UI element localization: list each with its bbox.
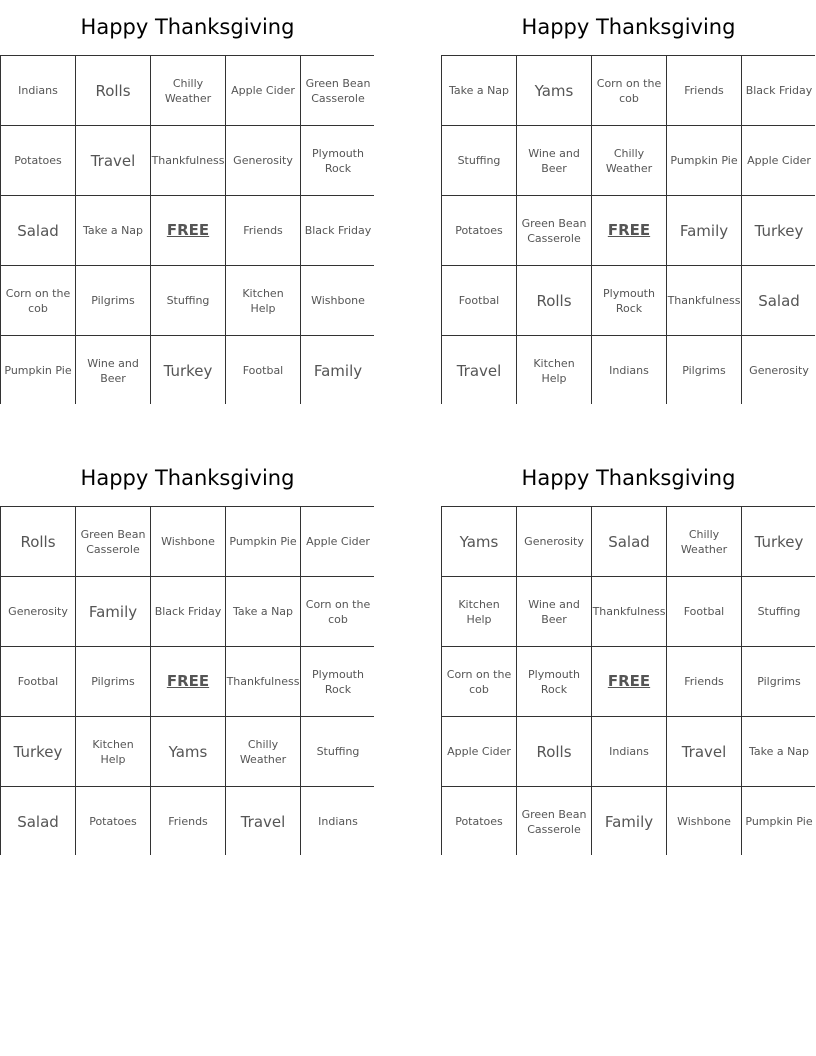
bingo-cell: Stuffing: [151, 266, 225, 335]
bingo-cell: Generosity: [517, 507, 591, 576]
card-title: Happy Thanksgiving: [521, 466, 736, 490]
bingo-cell: Take a Nap: [742, 717, 816, 786]
bingo-cell: Rolls: [517, 266, 591, 335]
bingo-cell: Pilgrims: [76, 647, 150, 716]
bingo-cell: Green Bean Casserole: [301, 56, 375, 125]
bingo-cell: Apple Cider: [742, 126, 816, 195]
bingo-cell: Pilgrims: [742, 647, 816, 716]
bingo-cell: Take a Nap: [442, 56, 516, 125]
free-space-cell: FREE: [151, 196, 225, 265]
bingo-cell: Friends: [226, 196, 300, 265]
bingo-cell: Turkey: [742, 507, 816, 576]
bingo-cell: Indians: [1, 56, 75, 125]
bingo-cell: Green Bean Casserole: [517, 787, 591, 856]
bingo-cell: Indians: [592, 717, 666, 786]
bingo-cell: Indians: [301, 787, 375, 856]
bingo-cell: Family: [301, 336, 375, 405]
bingo-cell: Corn on the cob: [442, 647, 516, 716]
free-space-cell: FREE: [592, 647, 666, 716]
bingo-cell: Rolls: [517, 717, 591, 786]
bingo-card-1: [0, 0, 375, 385]
bingo-cell: Green Bean Casserole: [76, 507, 150, 576]
bingo-cell: Kitchen Help: [226, 266, 300, 335]
bingo-cell: Corn on the cob: [592, 56, 666, 125]
free-space-cell: FREE: [592, 196, 666, 265]
bingo-cell: Wishbone: [301, 266, 375, 335]
bingo-cell: Wishbone: [667, 787, 741, 856]
bingo-cell: Footbal: [226, 336, 300, 405]
bingo-cell: Generosity: [1, 577, 75, 646]
bingo-cell: Generosity: [226, 126, 300, 195]
bingo-cell: Kitchen Help: [76, 717, 150, 786]
bingo-cell: Travel: [76, 126, 150, 195]
bingo-cell: Thankfulness: [592, 577, 666, 646]
bingo-cell: Generosity: [742, 336, 816, 405]
bingo-cell: Plymouth Rock: [517, 647, 591, 716]
bingo-cell: Pumpkin Pie: [226, 507, 300, 576]
bingo-cell: Footbal: [667, 577, 741, 646]
bingo-cell: Travel: [226, 787, 300, 856]
bingo-card-4: [441, 451, 816, 836]
bingo-cell: Pilgrims: [76, 266, 150, 335]
bingo-cell: Family: [592, 787, 666, 856]
bingo-cell: Turkey: [1, 717, 75, 786]
bingo-cell: Indians: [592, 336, 666, 405]
bingo-cell: Pumpkin Pie: [667, 126, 741, 195]
bingo-cell: Salad: [1, 196, 75, 265]
bingo-cell: Rolls: [1, 507, 75, 576]
card-title: Happy Thanksgiving: [80, 15, 295, 39]
bingo-cell: Wishbone: [151, 507, 225, 576]
bingo-cell: Corn on the cob: [1, 266, 75, 335]
bingo-cell: Plymouth Rock: [301, 126, 375, 195]
bingo-cell: Footbal: [442, 266, 516, 335]
bingo-cell: Family: [76, 577, 150, 646]
bingo-cell: Take a Nap: [76, 196, 150, 265]
bingo-cell: Travel: [442, 336, 516, 405]
bingo-card-2: [441, 0, 816, 385]
bingo-cell: Stuffing: [742, 577, 816, 646]
bingo-cell: Pumpkin Pie: [1, 336, 75, 405]
bingo-cell: Chilly Weather: [667, 507, 741, 576]
bingo-cell: Potatoes: [442, 196, 516, 265]
free-space-cell: FREE: [151, 647, 225, 716]
bingo-cell: Thankfulness: [667, 266, 741, 335]
bingo-cell: Chilly Weather: [592, 126, 666, 195]
bingo-cell: Yams: [151, 717, 225, 786]
bingo-cell: Yams: [517, 56, 591, 125]
bingo-cell: Chilly Weather: [226, 717, 300, 786]
card-title: Happy Thanksgiving: [80, 466, 295, 490]
bingo-cell: Apple Cider: [301, 507, 375, 576]
bingo-cell: Travel: [667, 717, 741, 786]
bingo-grid: [0, 55, 374, 404]
bingo-cell: Thankfulness: [226, 647, 300, 716]
bingo-cell: Stuffing: [301, 717, 375, 786]
bingo-cell: Turkey: [742, 196, 816, 265]
bingo-cell: Friends: [667, 647, 741, 716]
bingo-grid: [0, 506, 374, 855]
bingo-cell: Kitchen Help: [517, 336, 591, 405]
bingo-cell: Black Friday: [301, 196, 375, 265]
bingo-cell: Plymouth Rock: [592, 266, 666, 335]
bingo-cell: Apple Cider: [226, 56, 300, 125]
bingo-cell: Wine and Beer: [517, 126, 591, 195]
bingo-cell: Yams: [442, 507, 516, 576]
bingo-card-3: [0, 451, 375, 831]
bingo-grid: [441, 506, 815, 855]
bingo-cell: Friends: [151, 787, 225, 856]
bingo-cell: Salad: [742, 266, 816, 335]
bingo-cell: Pumpkin Pie: [742, 787, 816, 856]
bingo-grid: [441, 55, 815, 404]
bingo-cell: Kitchen Help: [442, 577, 516, 646]
bingo-cell: Plymouth Rock: [301, 647, 375, 716]
bingo-cell: Salad: [1, 787, 75, 856]
bingo-cell: Footbal: [1, 647, 75, 716]
bingo-cell: Black Friday: [151, 577, 225, 646]
bingo-cell: Green Bean Casserole: [517, 196, 591, 265]
bingo-cell: Apple Cider: [442, 717, 516, 786]
bingo-cell: Wine and Beer: [517, 577, 591, 646]
bingo-cell: Corn on the cob: [301, 577, 375, 646]
bingo-cell: Pilgrims: [667, 336, 741, 405]
card-title: Happy Thanksgiving: [521, 15, 736, 39]
bingo-cell: Salad: [592, 507, 666, 576]
bingo-cell: Thankfulness: [151, 126, 225, 195]
bingo-cell: Family: [667, 196, 741, 265]
bingo-cell: Turkey: [151, 336, 225, 405]
bingo-cell: Black Friday: [742, 56, 816, 125]
bingo-cell: Wine and Beer: [76, 336, 150, 405]
bingo-cell: Chilly Weather: [151, 56, 225, 125]
bingo-cell: Stuffing: [442, 126, 516, 195]
bingo-cell: Take a Nap: [226, 577, 300, 646]
bingo-cell: Potatoes: [76, 787, 150, 856]
bingo-cell: Rolls: [76, 56, 150, 125]
bingo-cell: Potatoes: [442, 787, 516, 856]
bingo-cell: Potatoes: [1, 126, 75, 195]
bingo-cell: Friends: [667, 56, 741, 125]
